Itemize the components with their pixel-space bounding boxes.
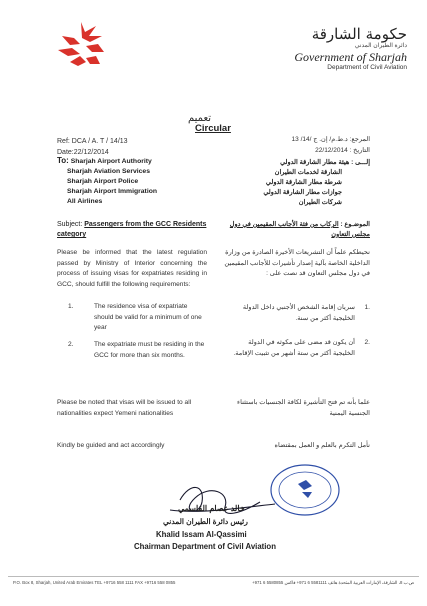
arabic-department-name: دائرة الطيران المدني [354,43,407,49]
signatory-title: Chairman Department of Civil Aviation [134,542,276,551]
official-stamp [268,462,343,517]
reference-number: Ref: DCA / A. T / 14/13 [57,138,128,145]
recipient: Sharjah Aviation Services [67,168,150,175]
signatory-name-arabic: خالد عصام القاسمي [178,504,245,513]
list-number: 1. [68,303,74,310]
note-paragraph-arabic: علما بأنه تم فتح التأشيرة لكافة الجنسيات باستثناء الجنسية اليمنية [236,399,370,417]
subject-label-arabic: الموضـوع : [340,221,370,228]
recipient: All Airlines [67,198,103,205]
to-label: To: [57,156,69,165]
recipient-arabic: هيئة مطار الشارقة الدولي [280,159,350,166]
signatory-title-arabic: رئيس دائرة الطيران المدني [163,517,248,526]
reference-block-arabic [292,134,370,156]
closing-line: Kindly be guided and act accordingly [57,442,165,449]
note-paragraph: Please be noted that visas will be issued to all nationalities expect Yemeni nationalities [57,399,192,417]
signatory-name: Khalid Issam Al-Qassimi [156,530,247,539]
recipients-block-arabic [220,158,370,208]
footer-divider [8,576,419,577]
intro-paragraph: Please be informed that the latest regulation passed by Ministry of Interior concerning the process of issuing visas for expatriates residing in GCC, should fulfill the following requirements: [57,249,207,288]
recipient-arabic: الشارقة لخدمات الطيران [274,169,342,176]
intro-paragraph-arabic: نحيطكم علماً أن التشريعات الأخيرة الصادرة من وزارة الداخلية الخاصة بآلية إصدار تأشيرات للأجانب المقيمين في دول مجلس التعاون قد نصت على : [224,249,370,278]
subject-text: Passengers from the GCC Residents category [57,221,207,238]
recipient: Sharjah Airport Authority [70,158,152,165]
reference-date: Date:22/12/2014 [57,149,109,156]
letterhead [252,26,407,72]
subject-line-arabic [220,220,370,240]
sharjah-aviation-logo [52,18,110,70]
recipient-arabic: شركات الطيران [298,199,342,206]
recipient-arabic: جوازات مطار الشارقة الدولي [263,189,342,196]
list-item-arabic: أن يكون قد مضى على مكوثه في الدولة الخليجية أكثر من ستة أشهر من تثبيت الإقامة. [233,339,355,357]
subject-line [57,220,217,240]
circular-title-arabic: تعميم [188,113,212,124]
subject-label: Subject: [57,221,83,228]
list-item: The residence visa of expatriate should be valid for a minimum of one year [94,303,202,332]
list-number: 2. [68,341,74,348]
subject-text-arabic: الركاب من فئة الأجانب المقيمين في دول مجلس التعاون [229,221,370,238]
list-item-arabic: سريان إقامة الشخص الأجنبي داخل الدولة الخليجية أكثر من سنة. [242,304,355,322]
recipient: Sharjah Airport Immigration [67,188,158,195]
to-label-arabic: إلـــى : [351,159,370,166]
recipient: Sharjah Airport Police [67,178,139,185]
list-number-arabic: .2 [364,339,370,346]
circular-title: Circular [195,123,231,134]
arabic-government-logo-text: حكومة الشارقة [311,25,407,43]
list-number-arabic: .1 [364,304,370,311]
department-name: Department of Civil Aviation [327,64,407,71]
footer-contact-arabic: ص.ب 8، الشارقة، الإمارات العربية المتحدة هاتف 5581111 6 971+ فاكس 5580855 6 971+ [252,580,414,585]
closing-line-arabic: نأمل التكرم بالعلم و العمل بمقتضاه [274,442,370,449]
recipients-block [57,156,157,207]
reference-number-arabic: المرجع: د.ط.م/ إن. ج /14/ 13 [291,136,370,143]
recipient-arabic: شرطة مطار الشارقة الدولي [265,179,342,186]
footer-contact: P.O. Box 8, Sharjah, United Arab Emirates TEL +9716 558 1111 FAX +9716 558 0855 [13,580,176,585]
list-item: The expatriate must be residing in the GCC for more than six months. [94,341,205,359]
reference-date-arabic: التاريخ : 22/12/2014 [315,147,370,154]
reference-block [57,136,128,158]
government-name: Government of Sharjah [294,50,407,64]
